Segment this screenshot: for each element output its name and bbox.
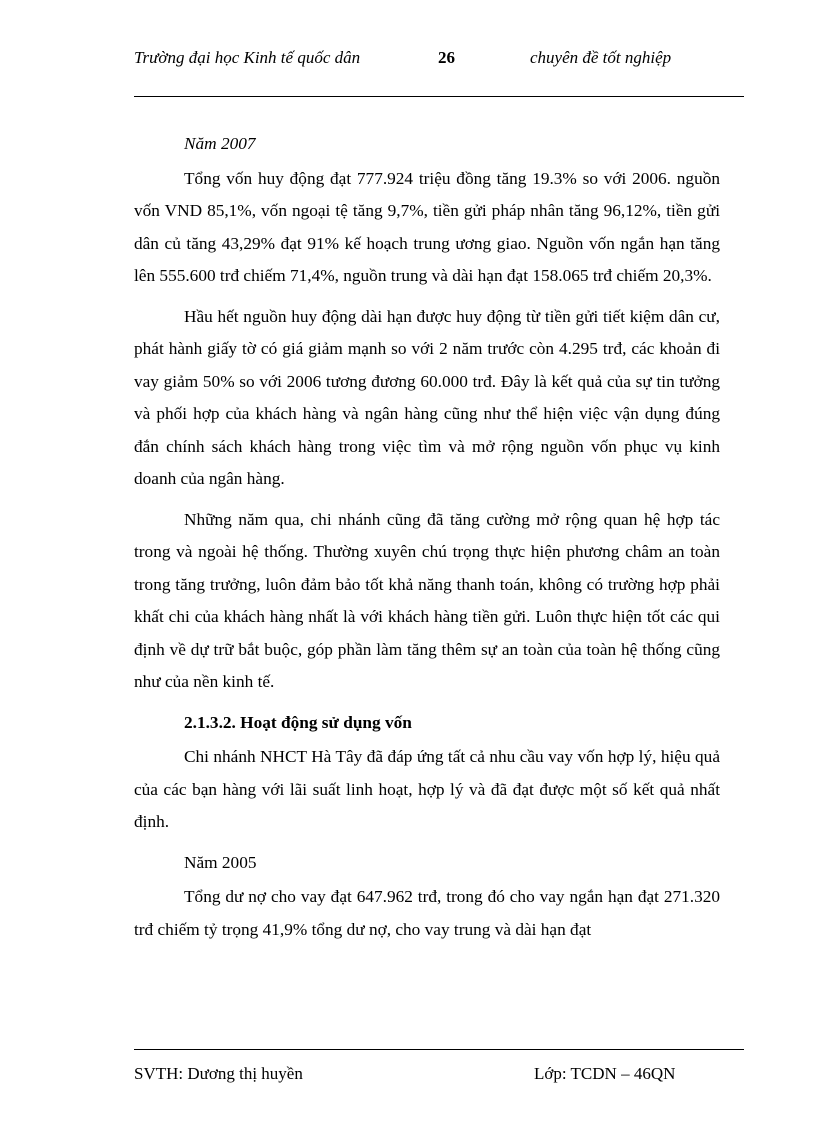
year-2007-label: Năm 2007	[184, 134, 256, 153]
page-header	[134, 48, 744, 74]
footer-student-name: SVTH: Dương thị huyền	[134, 1064, 303, 1083]
year-2005-label: Năm 2005	[184, 852, 257, 872]
header-divider	[134, 96, 744, 97]
footer-divider	[134, 1049, 744, 1050]
header-subtitle: chuyên đề tốt nghiệp	[530, 48, 672, 67]
paragraph-capital-mobilization: Tổng vốn huy động đạt 777.924 triệu đồng tăng 19.3% so với 2006. nguồn vốn VND 85,1%, vốn ngoại tệ tăng 9,7%, tiền gửi pháp nhân tăng 96,12%, tiền gửi dân củ tăng 43,29% đạt 91% kế hoạch trung ương giao. Nguồn vốn ngắn hạn tăng lên 555.600 trđ chiếm 71,4%, nguồn trung và dài hạn đạt 158.065 trđ chiếm 20,3%.	[134, 168, 720, 285]
section-heading: 2.1.3.2. Hoạt động sử dụng vốn	[184, 712, 412, 732]
page-footer	[134, 1064, 744, 1090]
document-body	[134, 128, 720, 954]
paragraph-long-term-sources: Hầu hết nguồn huy động dài hạn được huy động từ tiền gửi tiết kiệm dân cư, phát hành giấy tờ có giá giảm mạnh so với 2 năm trước còn 4.295 trđ, các khoản đi vay giảm 50% so với 2006 tương đương 60.000 trđ. Đây là kết quả của sự tin tưởng và phối hợp của khách hàng và ngân hàng cũng như thể hiện việc vận dụng đúng đắn chính sách khách hàng trong việc tìm và mở rộng nguồn vốn phục vụ kinh doanh của ngân hàng.	[134, 306, 720, 488]
paragraph-cooperation: Những năm qua, chi nhánh cũng đã tăng cường mở rộng quan hệ hợp tác trong và ngoài hệ thống. Thường xuyên chú trọng thực hiện phương châm an toàn trong tăng trưởng, luôn đảm bảo tốt khả năng thanh toán, không có trường hợp phải khất chi của khách hàng nhất là với khách hàng tiền gửi. Luôn thực hiện tốt các qui định về dự trữ bắt buộc, góp phần làm tăng thêm sự an toàn của toàn hệ thống cũng như của nền kinh tế.	[134, 509, 720, 691]
page-number: 26	[438, 48, 455, 67]
footer-class-code: Lớp: TCDN – 46QN	[534, 1064, 676, 1083]
paragraph-lending-intro: Chi nhánh NHCT Hà Tây đã đáp ứng tất cả nhu cầu vay vốn hợp lý, hiệu quả của các bạn hàng với lãi suất linh hoạt, hợp lý và đã đạt được một số kết quả nhất định.	[134, 747, 720, 831]
paragraph-outstanding-loans: Tổng dư nợ cho vay đạt 647.962 trđ, trong đó cho vay ngắn hạn đạt 271.320 trđ chiếm tỷ trọng 41,9% tổng dư nợ, cho vay trung và dài hạn đạt	[134, 887, 720, 939]
header-school-name: Trường đại học Kinh tế quốc dân	[134, 48, 361, 67]
